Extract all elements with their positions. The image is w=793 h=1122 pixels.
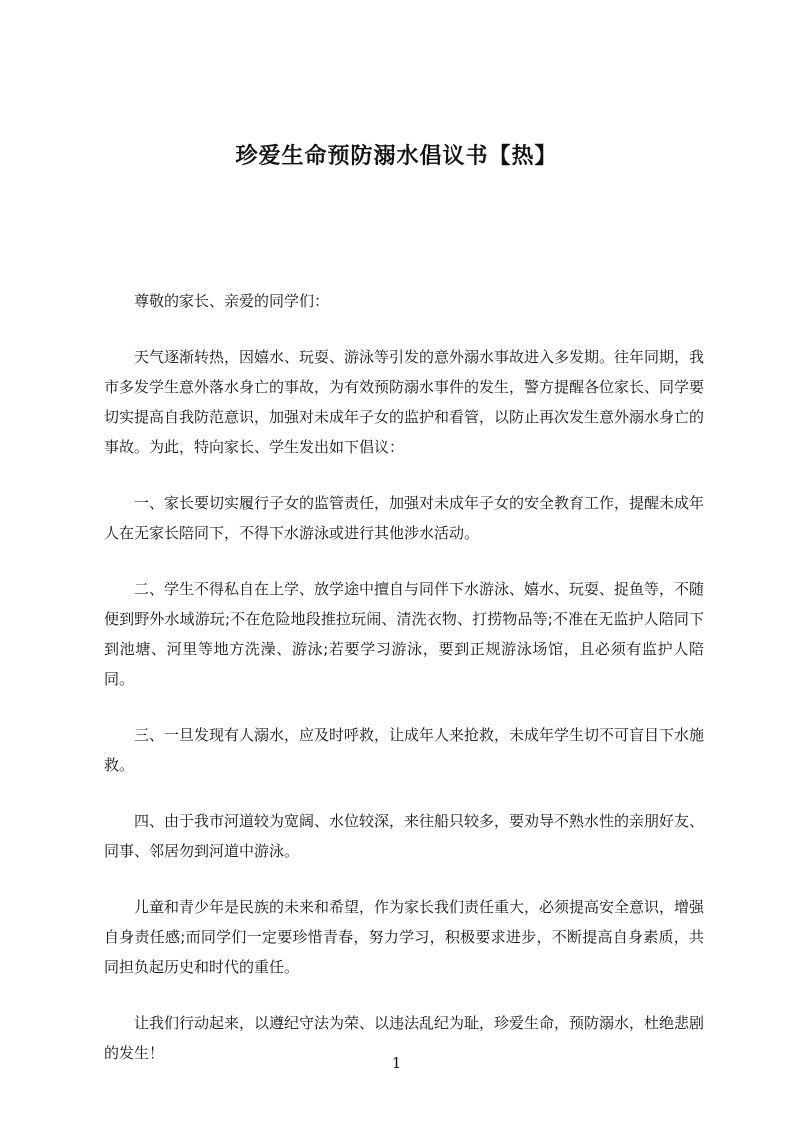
paragraph-responsibility: 儿童和青少年是民族的未来和希望，作为家长我们责任重大，必须提高安全意识，增强自身责任感;而同学们一定要珍惜青春，努力学习，积极要求进步，不断提高自身素质，共同担负起历史和时代的重任。	[104, 898, 705, 976]
paragraph-closing: 让我们行动起来，以遵纪守法为荣、以违法乱纪为耻，珍爱生命，预防溺水，杜绝悲剧的发生！	[104, 1014, 705, 1062]
document-title: 珍爱生命预防溺水倡议书【热】	[235, 144, 558, 169]
paragraph-intro: 天气逐渐转热，因嬉水、玩耍、游泳等引发的意外溺水事故进入多发期。往年同期，我市多发学生意外落水身亡的事故，为有效预防溺水事件的发生，警方提醒各位家长、同学要切实提高自我防范意识，加强对未成年子女的监护和看管，以防止再次发生意外溺水身亡的事故。为此，特向家长、学生发出如下倡议：	[104, 348, 705, 456]
document-body	[104, 286, 704, 1094]
paragraph-item-4: 四、由于我市河道较为宽阔、水位较深，来往船只较多，要劝导不熟水性的亲朋好友、同事、邻居勿到河道中游泳。	[104, 812, 705, 860]
paragraph-item-1: 一、家长要切实履行子女的监管责任，加强对未成年子女的安全教育工作，提醒未成年人在无家长陪同下，不得下水游泳或进行其他涉水活动。	[104, 494, 705, 542]
page-number: 1	[391, 1054, 402, 1072]
paragraph-item-3: 三、一旦发现有人溺水，应及时呼救，让成年人来抢救，未成年学生切不可盲目下水施救。	[104, 726, 705, 774]
paragraph-item-2: 二、学生不得私自在上学、放学途中擅自与同伴下水游泳、嬉水、玩耍、捉鱼等，不随便到野外水域游玩;不在危险地段推拉玩闹、清洗衣物、打捞物品等;不准在无监护人陪同下到池塘、河里等地方洗澡、游泳;若要学习游泳，要到正规游泳场馆，且必须有监护人陪同。	[104, 580, 705, 688]
greeting: 尊敬的家长、亲爱的同学们：	[134, 292, 330, 310]
